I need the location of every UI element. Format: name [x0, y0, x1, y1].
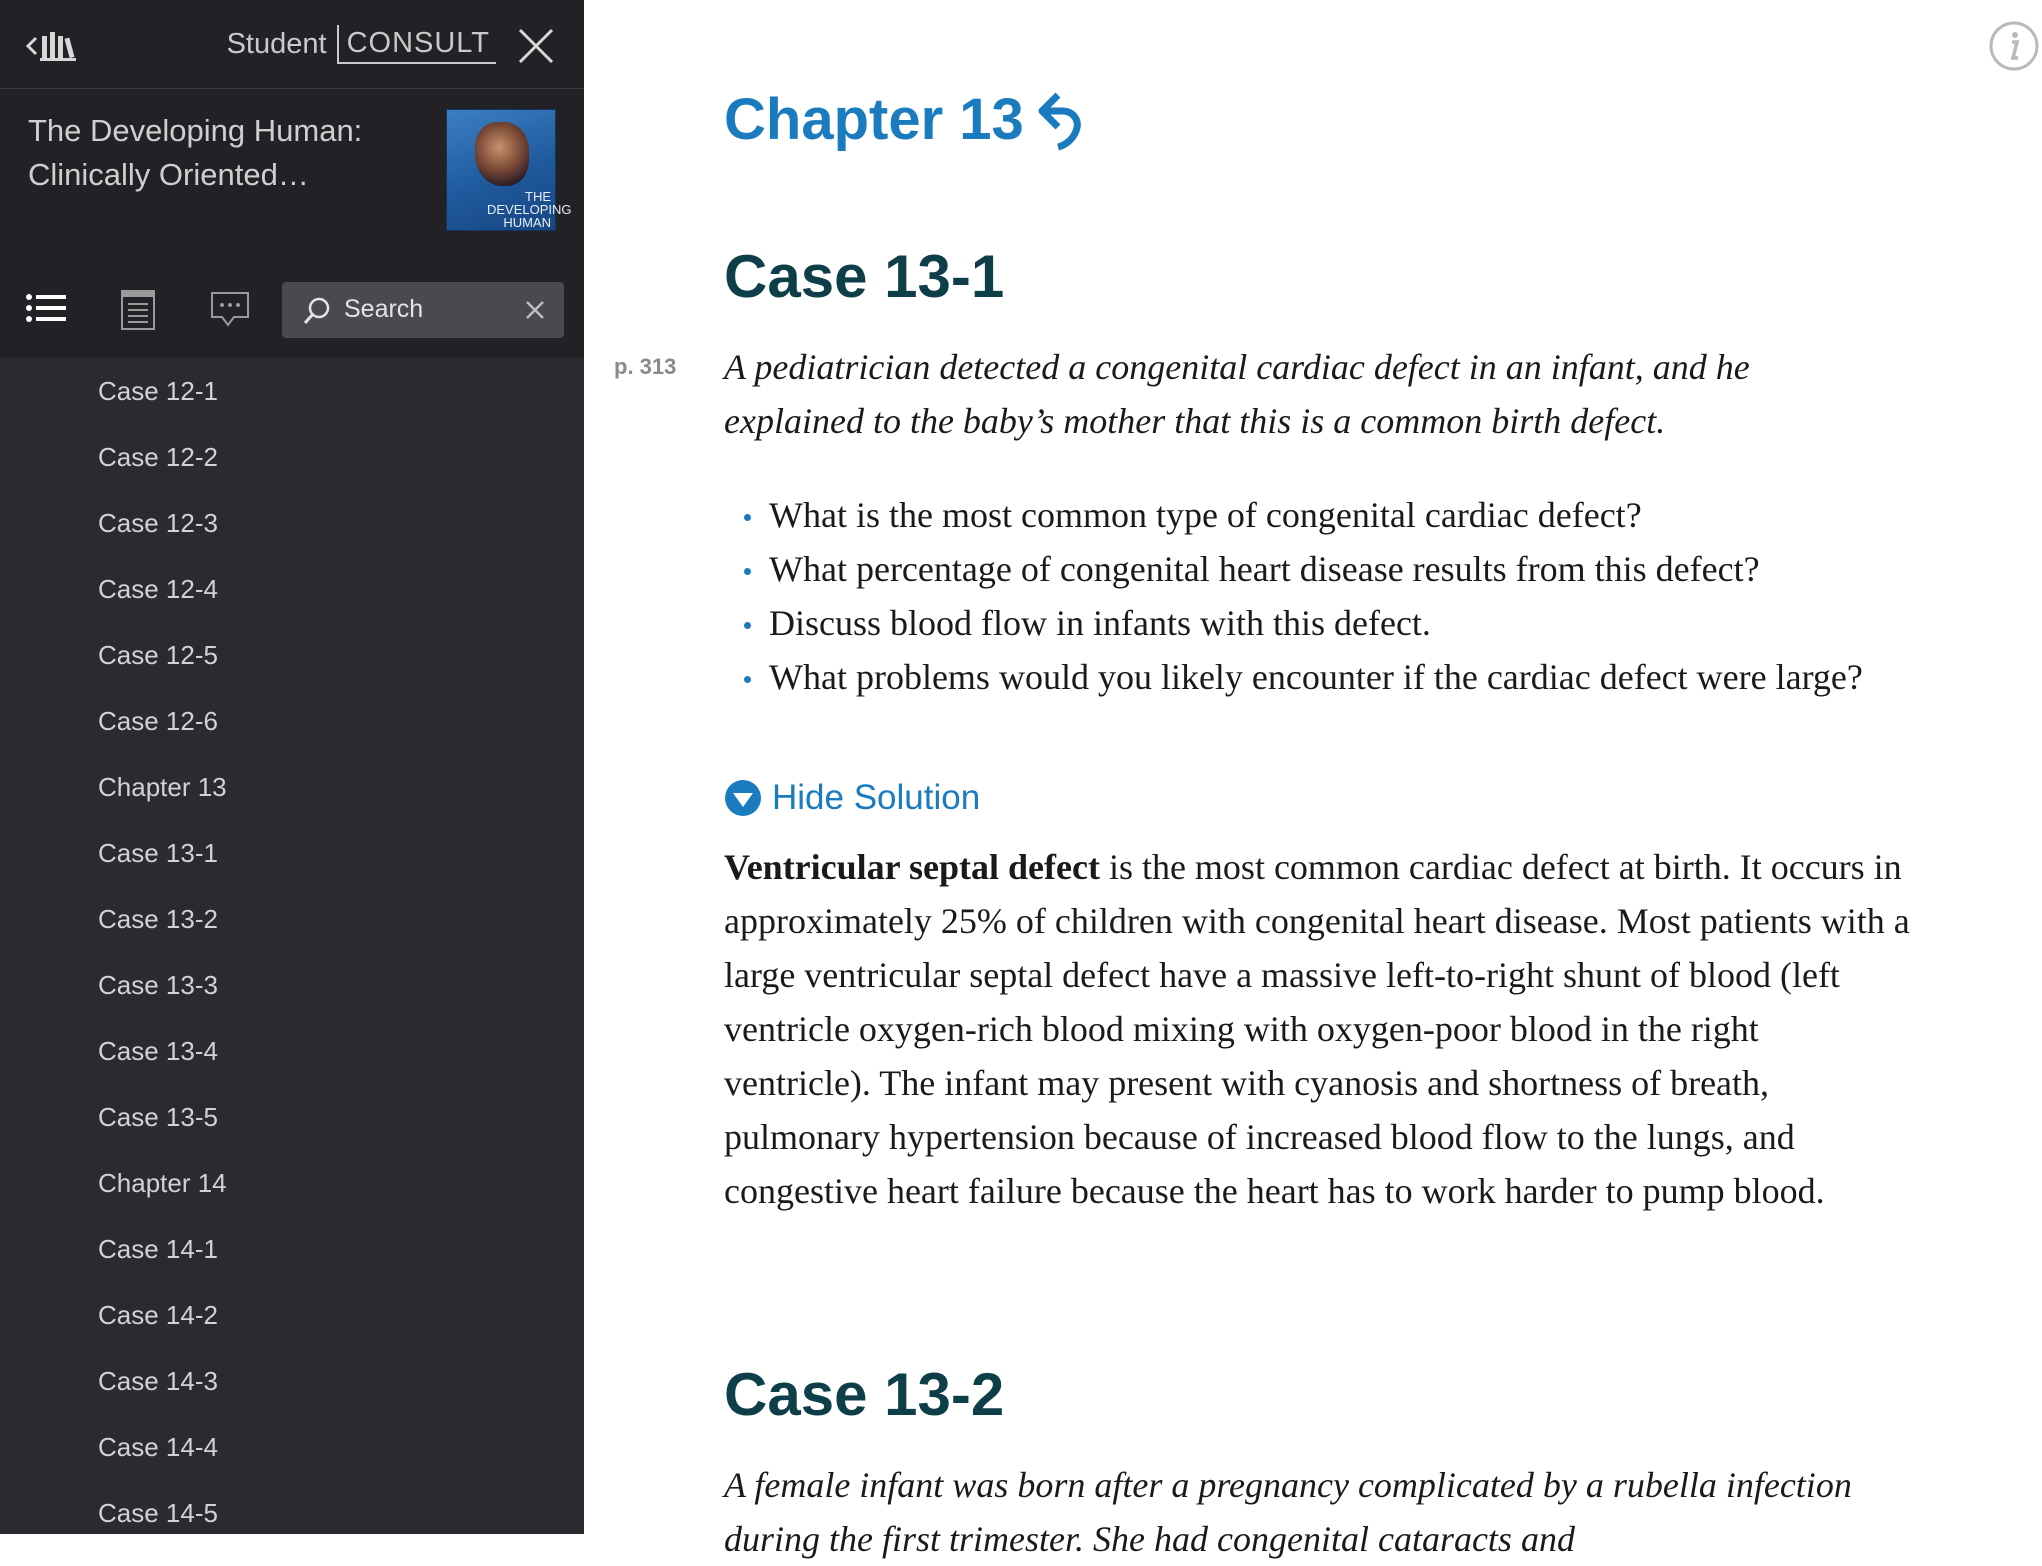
list-icon[interactable] — [22, 287, 70, 333]
close-icon[interactable] — [516, 26, 556, 66]
toc-item[interactable]: Case 12-2 — [98, 442, 218, 472]
toc-item[interactable]: Chapter 14 — [98, 1168, 227, 1198]
toc-item[interactable]: Case 14-1 — [98, 1234, 218, 1264]
case-heading: Case 13-2 — [724, 1361, 1005, 1428]
toc-item[interactable]: Case 12-3 — [98, 508, 218, 538]
comment-icon[interactable] — [206, 287, 254, 333]
book-cover-image — [446, 109, 572, 231]
toc-item[interactable]: Case 14-3 — [98, 1366, 218, 1396]
sidebar-toolbar — [0, 261, 584, 358]
notes-icon[interactable] — [114, 287, 162, 333]
cover-art — [475, 122, 529, 186]
page-number: p. 313 — [614, 354, 677, 379]
question-item: Discuss blood flow in infants with this defect. — [724, 596, 1904, 650]
table-of-contents — [0, 358, 584, 1546]
return-arrow-icon — [1036, 89, 1086, 151]
brand-logo — [227, 22, 496, 66]
answer-term: Ventricular septal defect — [724, 847, 1100, 887]
reader-content — [584, 0, 2042, 1559]
case-heading: Case 13-1 — [724, 243, 1005, 310]
search-placeholder: Search — [344, 295, 424, 323]
question-item: What problems would you likely encounter if the cardiac defect were large? — [724, 650, 1904, 704]
case-intro: A female infant was born after a pregnancy complicated by a rubella infection during the first trimester. She had congenital cataracts and — [724, 1465, 1852, 1559]
library-back-icon[interactable] — [24, 28, 84, 64]
chevron-down-icon — [724, 779, 762, 817]
solution-text — [724, 840, 1914, 1218]
book-header — [0, 89, 584, 261]
toc-item[interactable]: Case 13-3 — [98, 970, 218, 1000]
hide-solution-button[interactable] — [724, 778, 980, 818]
toc-item[interactable]: Case 12-6 — [98, 706, 218, 736]
cover-title: THE DEVELOPING HUMAN — [487, 189, 572, 230]
search-icon — [302, 296, 332, 326]
chapter-title-link[interactable] — [724, 86, 1086, 153]
hide-solution-label: Hide Solution — [772, 778, 981, 817]
toc-item[interactable]: Case 13-4 — [98, 1036, 218, 1066]
search-input[interactable] — [282, 282, 564, 338]
info-icon[interactable] — [1988, 20, 2040, 72]
sidebar — [0, 0, 584, 1534]
question-item: What is the most common type of congenital cardiac defect? — [724, 488, 1904, 542]
book-title: The Developing Human: Clinically Oriented… — [28, 113, 363, 192]
toc-item[interactable]: Case 12-1 — [98, 376, 218, 406]
toc-item[interactable]: Case 14-2 — [98, 1300, 218, 1330]
toc-item[interactable]: Case 14-4 — [98, 1432, 218, 1462]
toc-item[interactable]: Case 12-5 — [98, 640, 218, 670]
toc-item[interactable]: Case 13-1 — [98, 838, 218, 868]
toc-item[interactable]: Case 13-5 — [98, 1102, 218, 1132]
sidebar-top-bar — [0, 0, 584, 89]
toc-item[interactable]: Case 14-5 — [98, 1498, 218, 1528]
toc-item[interactable]: Chapter 13 — [98, 772, 227, 802]
clear-icon[interactable] — [524, 299, 546, 321]
toc-item[interactable]: Case 12-4 — [98, 574, 218, 604]
question-item: What percentage of congenital heart disease results from this defect? — [724, 542, 1904, 596]
chapter-title: Chapter 13 — [724, 87, 1024, 152]
brand-consult: CONSULT — [337, 25, 496, 64]
answer-body: is the most common cardiac defect at birth. It occurs in approximately 25% of children with congenital heart disease. Most patients with a large ventricular septal defect have a massive left-to-right shunt of blood (left ventricle oxygen-rich blood mixing with oxygen-poor blood in the right ventricle). The infant may present with cyanosis and shortness of breath, pulmonary hypertension because of increased blood flow to the lungs, and congestive heart failure because the heart has to work harder to pump blood. — [724, 847, 1910, 1211]
question-list — [724, 488, 1904, 704]
toc-item[interactable]: Case 13-2 — [98, 904, 218, 934]
case-intro: A pediatrician detected a congenital cardiac defect in an infant, and he explained to the baby’s mother that this is a common birth defect. — [724, 347, 1750, 441]
brand-student: Student — [226, 27, 327, 60]
